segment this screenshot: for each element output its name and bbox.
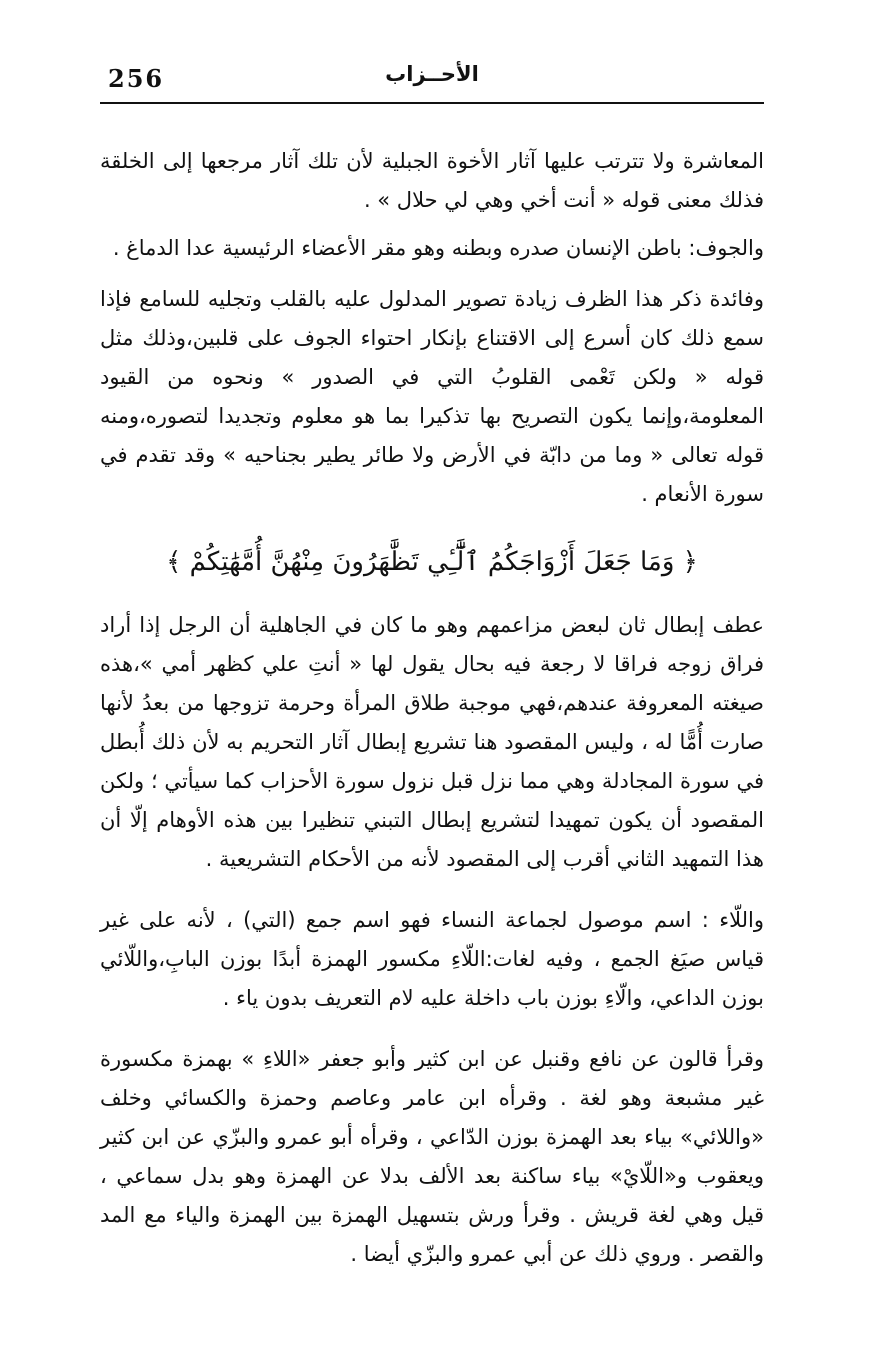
header-rule (100, 102, 764, 104)
paragraph-continuation: المعاشرة ولا تترتب عليها آثار الأخوة الجبلية لأن تلك آثار مرجعها إلى الخلقة فذلك معنى قوله « أنت أخي وهي لي حلال » . (100, 149, 764, 212)
paragraph-zihar: عطف إبطال ثان لبعض مزاعمهم وهو ما كان في الجاهلية أن الرجل إذا أراد فراق زوجه فراقا لا رجعة فيه بحال يقول لها « أنتِ علي كظهر أمي »،هذه صيغته المعروفة عندهم،فهي موجبة طلاق المرأة وحرمة تزوجها من بعدُ لأنها صارت أُمًّا له ، وليس المقصود هنا تشريع إبطال آثار التحريم به لأن ذلك أُبطل في سورة المجادلة وهي مما نزل قبل نزول سورة الأحزاب كما سيأتي ؛ ولكن المقصود أن يكون تمهيدا لتشريع إبطال التبني تنظيرا بين هذه الأوهام إلّا أن هذا التمهيد الثاني أقرب إلى المقصود لأنه من الأحكام التشريعية . (100, 613, 764, 871)
page-body (100, 142, 764, 1274)
paragraph-allaa: واللّاء : اسم موصول لجماعة النساء فهو اسم جمع (التي) ، لأنه على غير قياس صيَغ الجمع ، وفيه لغات:اللّاءِ مكسور الهمزة أبدًا بوزن البابِ،واللّائي بوزن الداعي، والّاءِ بوزن باب داخلة عليه لام التعريف بدون ياء . (100, 908, 764, 1010)
quran-verse: ﴿ وَمَا جَعَلَ أَزْوَاجَكُمُ ٱلَّٰٓـِٔي تَظَّٰهَرُونَ مِنْهُنَّ أُمَّهَٰتِكُمْ ﴾ (166, 547, 698, 577)
paragraph-benefit: وفائدة ذكر هذا الظرف زيادة تصوير المدلول عليه بالقلب وتجليه للسامع فإذا سمع ذلك كان أسرع إلى الاقتناع بإنكار احتواء الجوف على قلبين،وذلك مثل قوله « ولكن تَعْمى القلوبُ التي في الصدور » ونحوه من القيود المعلومة،وإنما يكون التصريح بها تذكيرا بما هو معلوم وتجديدا لتصوره،ومنه قوله تعالى « وما من دابّة في الأرض ولا طائر يطير بجناحيه » وقد تقدم في سورة الأنعام . (100, 287, 764, 506)
paragraph-jawf-definition: والجوف: باطن الإنسان صدره وبطنه وهو مقر الأعضاء الرئيسية عدا الدماغ . (112, 236, 764, 260)
running-title: الأحــزاب (385, 62, 479, 86)
paragraph-readings: وقرأ قالون عن نافع وقنبل عن ابن كثير وأبو جعفر «اللاءِ » بهمزة مكسورة غير مشبعة وهو لغة . وقرأه ابن عامر وعاصم وحمزة والكسائي وخلف «واللائي» بياء بعد الهمزة بوزن الدّاعي ، وقرأه أبو عمرو والبزّي عن ابن كثير ويعقوب و«اللّايْ» بياء ساكنة بعد الألف بدلا عن الهمزة وهو بدل سماعي ، قيل وهي لغة قريش . وقرأ ورش بتسهيل الهمزة بين الهمزة والياء مع المد والقصر . وروي ذلك عن أبي عمرو والبزّي أيضا . (100, 1047, 764, 1266)
page-header (100, 58, 764, 102)
page-number: 256 (108, 64, 165, 93)
